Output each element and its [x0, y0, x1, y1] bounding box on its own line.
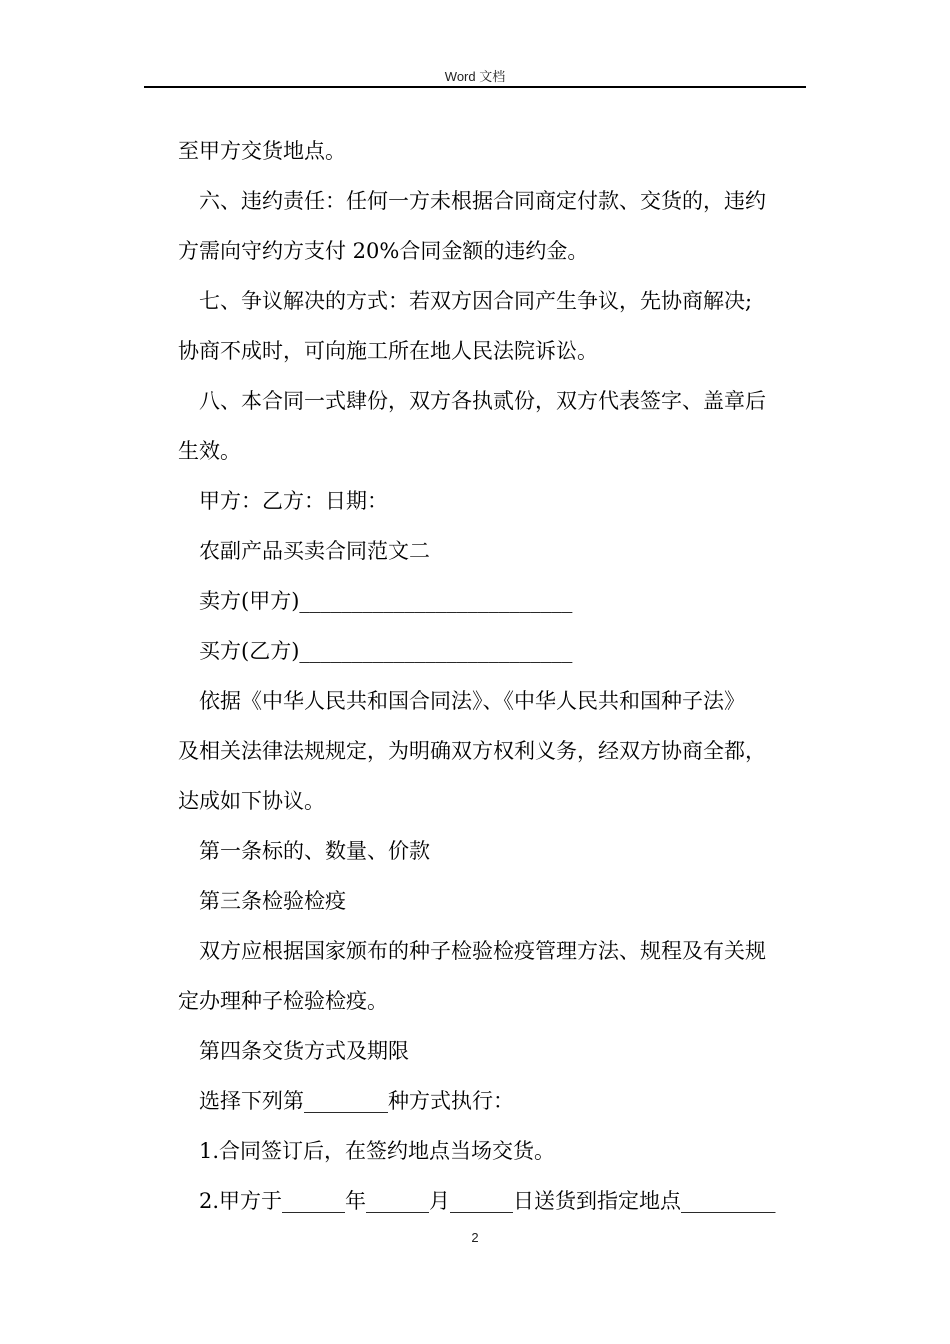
text-line: 六、违约责任：任何一方未根据合同商定付款、交货的，违约 [199, 189, 766, 213]
text-line: 依据《中华人民共和国合同法》、《中华人民共和国种子法》 [199, 689, 745, 713]
page-header: Word 文档 [444, 69, 506, 84]
page-number: 2 [471, 1230, 479, 1245]
text-line: 生效。 [178, 439, 241, 463]
seller-field: 卖方(甲方)__________________________ [199, 589, 573, 613]
section-title: 农副产品买卖合同范文二 [199, 539, 430, 563]
text-line: 选择下列第________种方式执行： [199, 1089, 514, 1113]
signature-line: 甲方：乙方：日期： [199, 489, 388, 513]
text-line: 达成如下协议。 [178, 789, 325, 813]
buyer-field: 买方(乙方)__________________________ [199, 639, 573, 663]
text-line: 方需向守约方支付 20%合同金额的违约金。 [178, 239, 589, 263]
list-item: 1.合同签订后，在签约地点当场交货。 [199, 1139, 556, 1163]
document-body [178, 126, 808, 1226]
text-line: 定办理种子检验检疫。 [178, 989, 388, 1013]
text-line: 协商不成时，可向施工所在地人民法院诉讼。 [178, 339, 598, 363]
text-line: 七、争议解决的方式：若双方因合同产生争议，先协商解决; [199, 289, 753, 313]
list-item: 2.甲方于______年______月______日送货到指定地点_________ [199, 1189, 776, 1213]
article-heading: 第四条交货方式及期限 [199, 1039, 409, 1063]
header-rule [144, 86, 806, 88]
text-line: 八、本合同一式肆份，双方各执贰份，双方代表签字、盖章后 [199, 389, 766, 413]
article-heading: 第三条检验检疫 [199, 889, 346, 913]
text-line: 至甲方交货地点。 [178, 139, 346, 163]
article-heading: 第一条标的、数量、价款 [199, 839, 430, 863]
text-line: 及相关法律法规规定，为明确双方权利义务，经双方协商全都， [178, 739, 766, 763]
text-line: 双方应根据国家颁布的种子检验检疫管理方法、规程及有关规 [199, 939, 766, 963]
